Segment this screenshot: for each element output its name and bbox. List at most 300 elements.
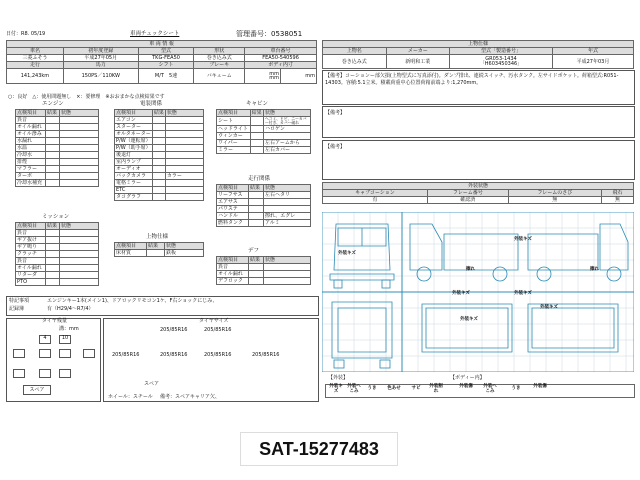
- val-shift: M/T 5速: [138, 69, 194, 84]
- legend-item: 色あせ: [387, 386, 401, 391]
- electrical-title: 電装関係: [140, 101, 163, 107]
- table-cell: ハロゲン: [264, 126, 311, 133]
- electrical-item: 電格ミラー: [115, 180, 153, 187]
- table-cell: 点検項目: [217, 257, 249, 264]
- table-cell: 結果: [249, 185, 264, 192]
- mission-item: ギア抜け: [16, 237, 46, 244]
- table-cell: [60, 131, 99, 138]
- diff-item: オイル漏れ: [217, 271, 249, 278]
- table-cell: [60, 258, 99, 265]
- table-cell: [165, 187, 203, 194]
- table-row: [115, 131, 204, 138]
- table-cell: [249, 206, 264, 213]
- tire-note: 備考：スペアキャリア欠、: [160, 394, 220, 400]
- table-cell: [264, 271, 311, 278]
- electrical-item: オーディオ: [115, 166, 153, 173]
- table-row: [217, 192, 311, 199]
- col-model: 型式: [138, 48, 194, 55]
- table-cell: カラー: [165, 173, 203, 180]
- truck-damage-diagram: [322, 212, 634, 372]
- table-row: [115, 180, 204, 187]
- table-cell: [249, 278, 264, 285]
- table-row: [115, 159, 204, 166]
- electrical-item: ETC: [115, 187, 153, 194]
- tire-remaining-box: [6, 318, 101, 402]
- spare-label: スペア: [144, 381, 160, 387]
- table-cell: 点検項目: [16, 110, 46, 117]
- table-cell: 点検項目: [115, 243, 147, 250]
- table-cell: [60, 124, 99, 131]
- table-cell: [45, 272, 59, 279]
- cabin-item: ミラー: [217, 147, 251, 154]
- table-cell: 点検項目: [115, 110, 153, 117]
- tire-num: 4: [39, 335, 51, 344]
- val-name: 三菱ふそう: [7, 55, 64, 62]
- legend-item: 外装キズ: [329, 384, 343, 394]
- table-cell: [249, 220, 264, 227]
- table-cell: 左右カバー: [264, 147, 311, 154]
- tire-num: 10: [59, 335, 71, 344]
- table-row: [16, 138, 99, 145]
- tire-num: [59, 349, 71, 358]
- table-row: [323, 48, 634, 55]
- table-cell: [45, 251, 59, 258]
- wheel-info: ホイール：スチール: [108, 394, 153, 400]
- electrical-item: 後退灯: [115, 152, 153, 159]
- table-row: [217, 206, 311, 213]
- col-brake: ブレーキ: [194, 62, 245, 69]
- engine-item: 水温: [16, 145, 46, 152]
- table-cell: [60, 237, 99, 244]
- table-row: [115, 250, 204, 257]
- engine-item: 冷却水: [16, 152, 46, 159]
- engine-item: ターボ: [16, 173, 46, 180]
- upper-remark-text: 【備考】コーションー部欠損(上物型式に写真添付)。ダンプ排出、連続スイッチ、汚水タンク。左サイドポケット。荷箱型式:R051-14303。容積:5.1立米。積載荷重中心位置荷箱前端より:1,270mm。: [325, 73, 619, 86]
- legend-item: 外装傷: [459, 384, 473, 389]
- diff-item: 異音: [217, 264, 249, 271]
- exterior-section-title: 外装状態: [323, 183, 634, 190]
- tire-size: 205/85R16: [112, 352, 140, 358]
- legend-item: 外装割れ: [429, 384, 443, 394]
- tire-size: 205/85R16: [252, 352, 280, 358]
- val-frame-no: 確認済: [427, 197, 508, 204]
- upper-spec-table: [322, 40, 634, 69]
- col-power: 馬力: [63, 62, 138, 69]
- mission-title: ミッション: [42, 214, 70, 220]
- table-cell: 結果: [251, 110, 262, 116]
- special-notes-box: [6, 296, 319, 316]
- val-dims-1: mm mm: [245, 69, 281, 84]
- table-row: [16, 117, 99, 124]
- col-chassis: 車台番号: [245, 48, 317, 55]
- table-cell: 鉄板: [165, 250, 204, 257]
- travel-title: 走行関係: [248, 176, 271, 182]
- table-cell: [249, 271, 264, 278]
- table-row: [217, 140, 311, 147]
- electrical-item: エアコン: [115, 117, 153, 124]
- mission-table: [15, 222, 99, 286]
- table-cell: [264, 199, 311, 206]
- table-row: [115, 117, 204, 124]
- table-cell: [249, 213, 264, 220]
- val-mileage: 141,243km: [7, 69, 64, 84]
- vehicle-info-table: [6, 40, 317, 84]
- table-row: [217, 199, 311, 206]
- table-row: [217, 117, 311, 126]
- cabin-table: [216, 109, 311, 154]
- table-row: [16, 223, 99, 230]
- table-cell: [46, 117, 60, 124]
- engine-item: オイル滲み: [16, 131, 46, 138]
- travel-item: リーフサス: [217, 192, 249, 199]
- val-upper-model: GR053-1434 「H603450346」: [450, 55, 553, 69]
- table-cell: [152, 173, 165, 180]
- table-cell: [60, 272, 99, 279]
- table-cell: 擦れ、エグレ: [264, 213, 311, 220]
- col-maker: メーカー: [386, 48, 450, 55]
- table-cell: [60, 265, 99, 272]
- table-cell: [152, 180, 165, 187]
- top-view-truck: [422, 304, 618, 352]
- vehicle-section-title: 車 両 情 報: [7, 41, 317, 48]
- cabin-item: ワイパー: [217, 140, 251, 147]
- col-upper-model: 型式「製造番号」: [450, 48, 553, 55]
- record-label: 記録簿: [9, 306, 25, 312]
- table-cell: [46, 173, 60, 180]
- table-row: [16, 265, 99, 272]
- mission-item: 異音: [16, 230, 46, 237]
- engine-item: 異音: [16, 117, 46, 124]
- col-first-reg: 初年度登録: [63, 48, 138, 55]
- table-row: [115, 194, 204, 201]
- table-cell: [165, 145, 203, 152]
- val-year: 平成27年03月: [552, 55, 633, 69]
- table-cell: 結果: [46, 110, 60, 117]
- engine-item: 冷却水補充: [16, 180, 46, 187]
- table-cell: アルミ: [264, 220, 311, 227]
- table-cell: [165, 159, 203, 166]
- tire-num: [83, 349, 95, 358]
- legend-exterior-label: 【外装】: [328, 375, 349, 381]
- legend-item: 外装へこみ: [483, 384, 497, 394]
- table-cell: [152, 145, 165, 152]
- table-cell: [60, 138, 99, 145]
- table-cell: 状態: [264, 185, 311, 192]
- table-row: [323, 41, 634, 48]
- table-cell: [264, 206, 311, 213]
- table-cell: [152, 138, 165, 145]
- electrical-item: バックカメラ: [115, 173, 153, 180]
- table-cell: [46, 124, 60, 131]
- table-row: [16, 124, 99, 131]
- table-cell: 結果: [146, 243, 164, 250]
- table-cell: [46, 131, 60, 138]
- table-cell: 状態: [165, 243, 204, 250]
- table-cell: [165, 117, 203, 124]
- table-row: [16, 145, 99, 152]
- val-first-reg: 平成27年05月: [63, 55, 138, 62]
- table-row: [16, 152, 99, 159]
- col-frame-rust: フレームのさび: [508, 190, 601, 197]
- col-upper-name: 上物名: [323, 48, 387, 55]
- legend-body-label: 【ボディー内】: [450, 375, 485, 381]
- table-row: [16, 279, 99, 286]
- table-cell: [165, 152, 203, 159]
- table-row: [16, 180, 99, 187]
- travel-item: パワステ: [217, 206, 249, 213]
- travel-item: エアサス: [217, 199, 249, 206]
- spare-tire: スペア: [23, 385, 51, 395]
- table-cell: [250, 133, 263, 140]
- remarks-box-3: 【備考】: [322, 140, 635, 180]
- tire-num: [59, 369, 71, 378]
- table-row: [115, 124, 204, 131]
- special-label: 特記事項: [9, 298, 30, 304]
- table-row: [7, 55, 317, 62]
- damage-label: 外装キズ: [460, 317, 478, 322]
- table-row: [217, 220, 311, 227]
- legend-item: 外装傷: [533, 384, 547, 389]
- table-row: [115, 138, 204, 145]
- table-cell: [46, 138, 60, 145]
- table-row: [16, 173, 99, 180]
- damage-label: 擦れ: [466, 267, 475, 272]
- val-stone-chip: 無: [601, 197, 633, 204]
- table-cell: ヘコミ、ヒビ、ニーカバー付き、カバー破れ: [264, 117, 311, 126]
- table-cell: 点検項目: [217, 185, 249, 192]
- table-row: [115, 173, 204, 180]
- electrical-item: P/W（運転席）: [116, 138, 151, 144]
- table-cell: [165, 180, 203, 187]
- table-cell: [60, 145, 99, 152]
- mission-item: 異音: [16, 258, 46, 265]
- legend-item: うき: [367, 386, 377, 391]
- table-cell: [264, 133, 311, 140]
- val-brake: バキューム: [194, 69, 245, 84]
- tire-num: [13, 349, 25, 358]
- val-cab-caution: 有: [323, 197, 428, 204]
- col-cab-caution: キャブコーション: [323, 190, 428, 197]
- tire-unit: 溝：mm: [59, 326, 79, 332]
- table-cell: [250, 117, 263, 126]
- table-row: [323, 183, 634, 190]
- damage-label: 外装キズ: [514, 237, 532, 242]
- table-cell: [60, 152, 99, 159]
- electrical-item: オルタネーター: [116, 131, 151, 137]
- table-row: [16, 159, 99, 166]
- table-cell: [152, 159, 165, 166]
- tire-size: 205/85R16: [160, 352, 188, 358]
- electrical-table: [114, 109, 204, 201]
- table-cell: [152, 152, 165, 159]
- table-cell: [249, 192, 264, 199]
- mission-item: ギア鳴り: [16, 244, 46, 251]
- mission-item: リターダ: [16, 272, 46, 279]
- table-cell: 結果: [153, 110, 164, 116]
- col-stone-chip: 飛石: [601, 190, 633, 197]
- table-row: [115, 152, 204, 159]
- management-number: 管理番号：0538051: [236, 30, 303, 38]
- cabin-item: ウィンカー: [217, 133, 251, 140]
- table-row: [16, 237, 99, 244]
- tire-size: 205/85R16: [204, 352, 232, 358]
- table-cell: [46, 152, 60, 159]
- val-frame-rust: 無: [508, 197, 601, 204]
- col-frame-no: フレーム番号: [427, 190, 508, 197]
- table-cell: [250, 140, 263, 147]
- tire-num: [39, 349, 51, 358]
- special-text: エンジンキー1本(メイン1)、ドアロックリモコン1ケ、F右ショックにじみ、: [47, 298, 218, 304]
- damage-label: 外装キズ: [338, 251, 356, 256]
- table-cell: 結果: [249, 257, 264, 264]
- record-text: 有（H29/4〜R7/4）: [47, 306, 94, 312]
- table-cell: [152, 194, 165, 201]
- col-name: 車名: [7, 48, 64, 55]
- table-cell: [46, 166, 60, 173]
- col-body-dims: ボディ内寸: [245, 62, 317, 69]
- table-row: [7, 62, 317, 69]
- table-row: [217, 271, 311, 278]
- electrical-item: スターター: [115, 124, 153, 131]
- table-row: [7, 69, 317, 84]
- engine-item: マフラー: [16, 166, 46, 173]
- table-cell: [60, 117, 99, 124]
- upper-remarks-box: [322, 70, 635, 105]
- table-row: [16, 272, 99, 279]
- table-cell: [45, 244, 59, 251]
- table-row: [7, 48, 317, 55]
- table-cell: 点検項目: [217, 110, 251, 117]
- table-row: [115, 145, 204, 152]
- engine-item: 水漏れ: [16, 138, 46, 145]
- table-row: [115, 110, 204, 117]
- engine-item: 排煙: [16, 159, 46, 166]
- table-row: [217, 213, 311, 220]
- table-row: [217, 126, 311, 133]
- table-row: [16, 131, 99, 138]
- table-row: [217, 185, 311, 192]
- table-cell: 左右アームから: [264, 140, 311, 147]
- table-row: [217, 264, 311, 271]
- table-cell: [60, 279, 99, 286]
- table-row: [217, 133, 311, 140]
- table-row: [16, 110, 99, 117]
- table-row: [323, 190, 634, 197]
- diff-title: デフ: [248, 248, 260, 254]
- mission-item: PTO: [16, 279, 46, 286]
- table-cell: [60, 251, 99, 258]
- val-dims-2: mm: [281, 69, 317, 84]
- mission-item: オイル漏れ: [16, 265, 46, 272]
- engine-title: エンジン: [42, 101, 64, 107]
- tire-size: 205/85R16: [204, 327, 232, 333]
- table-cell: 点検項目: [16, 223, 46, 230]
- table-row: [115, 243, 204, 250]
- electrical-item: タコグラフ: [115, 194, 153, 201]
- table-cell: [165, 166, 203, 173]
- table-cell: [60, 173, 99, 180]
- table-cell: [165, 131, 203, 138]
- legend-item: 外装へこみ: [347, 384, 361, 394]
- table-cell: [60, 230, 99, 237]
- col-mileage: 走行: [7, 62, 64, 69]
- table-row: [16, 258, 99, 265]
- val-shape: 巻き込み式: [194, 55, 245, 62]
- table-cell: [146, 250, 164, 257]
- stock-number: SAT-15277483: [240, 432, 398, 466]
- table-cell: [152, 131, 165, 138]
- table-cell: [45, 258, 59, 265]
- cabin-item: ヘッドライト: [217, 126, 251, 133]
- remarks-box-2: 【備考】: [322, 106, 635, 138]
- left-side-truck: [410, 224, 518, 281]
- table-row: [16, 244, 99, 251]
- tire-num: [39, 369, 51, 378]
- table-cell: [45, 237, 59, 244]
- table-cell: 状態: [60, 223, 99, 230]
- sheet-title: 車両チェックシート: [130, 31, 180, 37]
- table-cell: [249, 264, 264, 271]
- table-cell: [165, 138, 203, 145]
- table-cell: [46, 159, 60, 166]
- date: 日付：R8. 05/19: [6, 31, 46, 37]
- result-legend: ○：良好 △：使用問題無し ×：要修理 ※おおまかな点検結果です: [8, 94, 165, 100]
- engine-item: オイル漏れ: [16, 124, 46, 131]
- table-row: [115, 187, 204, 194]
- diff-table: [216, 256, 311, 285]
- table-row: [16, 251, 99, 258]
- electrical-item: 室内ランプ: [115, 159, 153, 166]
- val-maker: 新明和工業: [386, 55, 450, 69]
- table-row: [7, 41, 317, 48]
- upper-mini-table: [114, 242, 204, 257]
- table-cell: [60, 166, 99, 173]
- engine-table: [15, 109, 99, 187]
- table-cell: [45, 279, 59, 286]
- table-cell: [60, 180, 99, 187]
- table-cell: [165, 194, 203, 201]
- table-cell: [152, 117, 165, 124]
- table-cell: [45, 230, 59, 237]
- table-cell: [46, 180, 60, 187]
- mission-item: クラッチ: [16, 251, 46, 258]
- val-power: 150PS／110KW: [63, 69, 138, 84]
- val-chassis: FEA50-540596: [245, 55, 317, 62]
- table-row: [217, 147, 311, 154]
- legend-item: サビ: [411, 386, 421, 391]
- travel-table: [216, 184, 311, 227]
- rear-view-truck: [332, 302, 392, 368]
- table-row: [115, 166, 204, 173]
- electrical-item: P/W（助手席）: [116, 145, 151, 151]
- table-row: [217, 257, 311, 264]
- table-cell: 結果: [45, 223, 59, 230]
- table-cell: [249, 199, 264, 206]
- cabin-item: シート: [217, 117, 251, 126]
- travel-item: 燃料タンク: [217, 220, 249, 227]
- table-cell: [264, 264, 311, 271]
- tire-title: タイヤ残量: [42, 318, 67, 324]
- table-cell: [46, 145, 60, 152]
- table-cell: [152, 187, 165, 194]
- diff-item: デフロック: [217, 278, 249, 285]
- table-cell: [250, 126, 263, 133]
- val-upper-name: 巻き込み式: [323, 55, 387, 69]
- damage-label: 擦れ: [590, 267, 599, 272]
- table-cell: 状態: [165, 110, 203, 117]
- table-row: [323, 55, 634, 69]
- table-cell: [264, 278, 311, 285]
